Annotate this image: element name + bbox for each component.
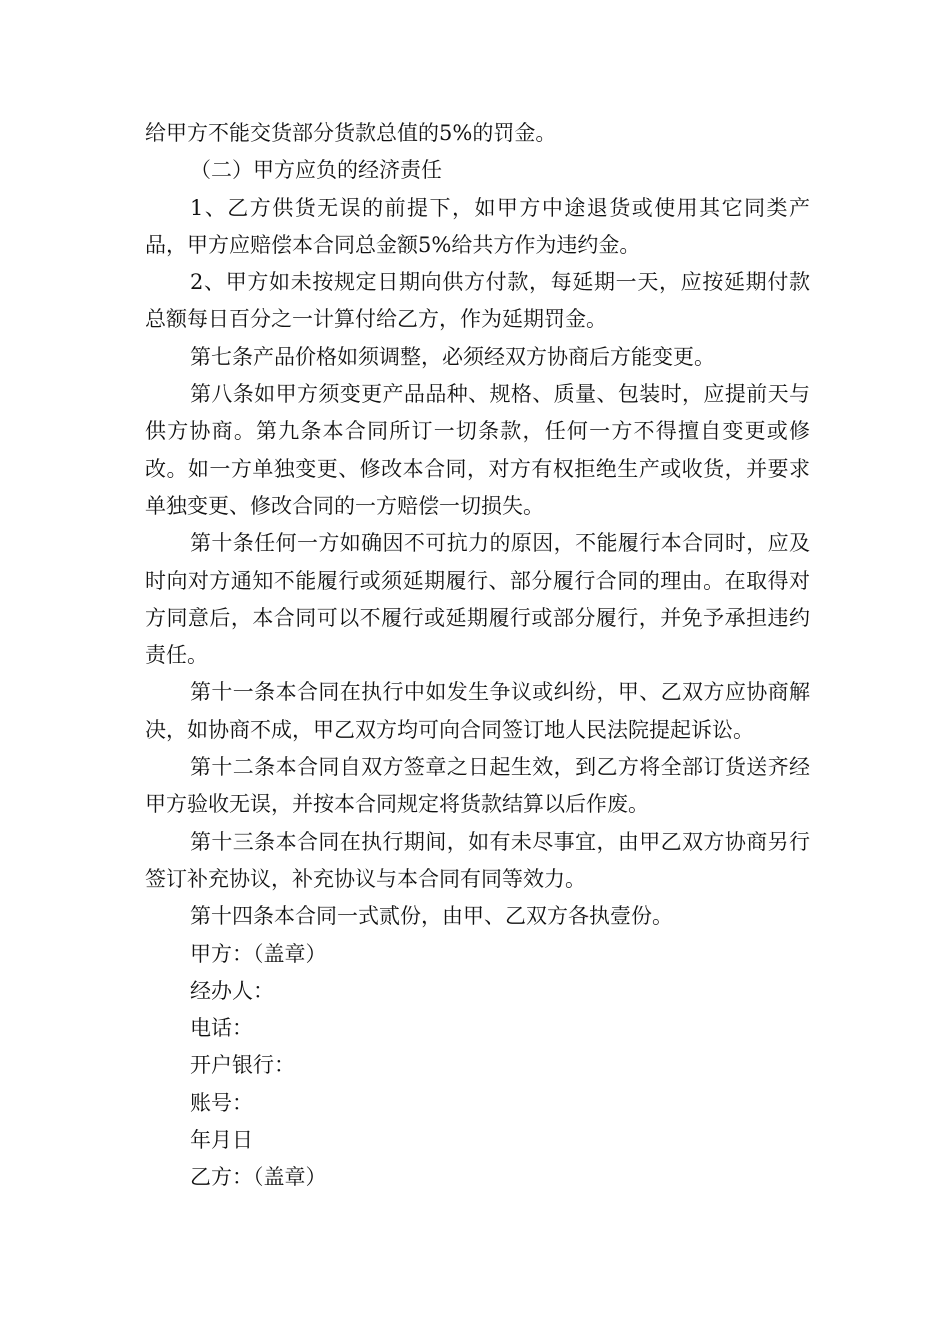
article-8-9: 第八条如甲方须变更产品品种、规格、质量、包装时，应提前天与供方协商。第九条本合同所订一切条款，任何一方不得擅自变更或修改。如一方单独变更、修改本合同，对方有权拒绝生产或收货，并要求单独变更、修改合同的一方赔偿一切损失。: [145, 382, 810, 518]
article-11: 第十一条本合同在执行中如发生争议或纠纷，甲、乙双方应协商解决，如协商不成，甲乙双方均可向合同签订地人民法院提起诉讼。: [145, 680, 810, 742]
article-10: 第十条任何一方如确因不可抗力的原因，不能履行本合同时，应及时向对方通知不能履行或须延期履行、部分履行合同的理由。在取得对方同意后，本合同可以不履行或延期履行或部分履行，并免予承担违约责任。: [145, 531, 810, 668]
handler-line: 经办人：: [190, 978, 274, 1003]
article-7: 第七条产品价格如须调整，必须经双方协商后方能变更。: [190, 344, 715, 369]
date-line: 年月日: [190, 1128, 253, 1153]
account-line: 账号：: [190, 1090, 253, 1115]
clause-return-penalty: 1、乙方供货无误的前提下，如甲方中途退货或使用其它同类产品，甲方应赔偿本合同总金额5%给共方作为违约金。: [145, 195, 810, 257]
phone-line: 电话：: [190, 1016, 253, 1041]
signature-block: [145, 936, 810, 1197]
article-14: 第十四条本合同一式贰份，由甲、乙双方各执壹份。: [190, 904, 673, 929]
paragraph-penalty-continuation: 给甲方不能交货部分货款总值的5%的罚金。: [145, 121, 557, 145]
party-a-seal-line: 甲方：（盖章）: [190, 941, 327, 966]
clause-late-payment: 2、甲方如未按规定日期向供方付款，每延期一天，应按延期付款总额每日百分之一计算付给乙方，作为延期罚金。: [145, 270, 810, 332]
article-13: 第十三条本合同在执行期间，如有未尽事宜，由甲乙双方协商另行签订补充协议，补充协议与本合同有同等效力。: [145, 829, 810, 891]
article-12: 第十二条本合同自双方签章之日起生效，到乙方将全部订货送齐经甲方验收无误，并按本合同规定将货款结算以后作废。: [145, 755, 810, 817]
party-b-seal-line: 乙方：（盖章）: [190, 1165, 327, 1190]
section-heading-party-a-liability: （二）甲方应负的经济责任: [190, 158, 442, 183]
bank-line: 开户银行：: [190, 1053, 295, 1078]
document-page: [145, 115, 810, 1197]
